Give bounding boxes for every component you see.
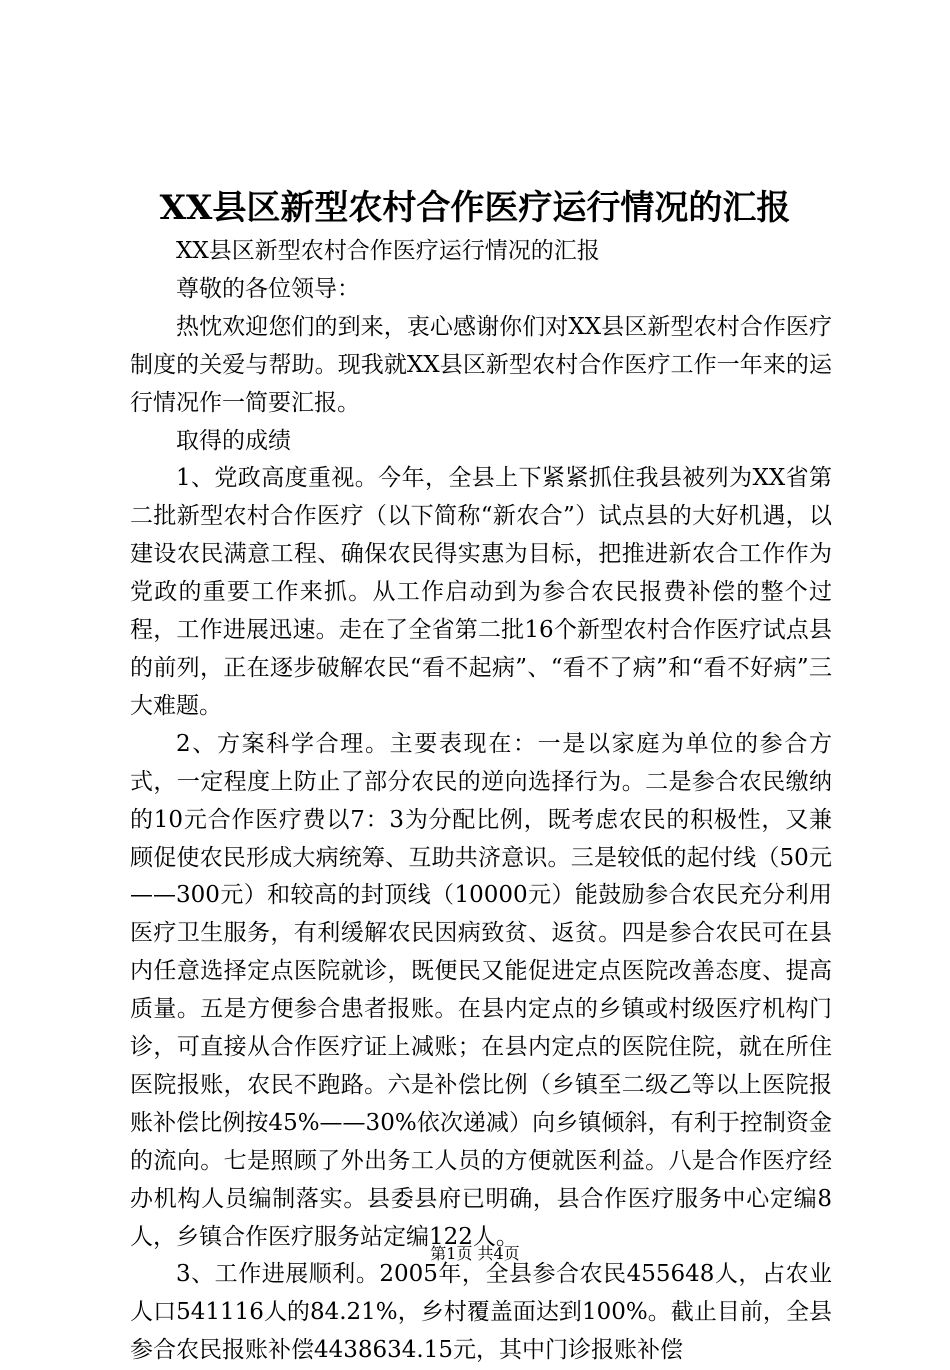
paragraph-section-heading: 取得的成绩 (176, 427, 291, 454)
document-body (130, 233, 832, 1370)
paragraph-item-1: 1、党政高度重视。今年，全县上下紧紧抓住我县被列为XX省第二批新型农村合作医疗（以下简称“新农合”）试点县的大好机遇，以建设农民满意工程、确保农民得实惠为目标，把推进新农合工作作为党政的重要工作来抓。从工作启动到为参合农民报费补偿的整个过程，工作进展迅速。走在了全省第二批16个新型农村合作医疗试点县的前列，正在逐步破解农民“看不起病”、“看不了病”和“看不好病”三大难题。 (130, 465, 832, 719)
paragraph-salutation: 尊敬的各位领导： (176, 275, 360, 302)
paragraph-welcome: 热忱欢迎您们的到来，衷心感谢你们对XX县区新型农村合作医疗制度的关爱与帮助。现我就XX县区新型农村合作医疗工作一年来的运行情况作一简要汇报。 (130, 313, 832, 416)
page-footer: 第1页 共4页 (430, 1244, 520, 1263)
document-title: XX县区新型农村合作医疗运行情况的汇报 (159, 188, 791, 228)
paragraph-item-3: 3、工作进展顺利。2005年，全县参合农民455648人，占农业人口541116人的84.21%，乡村覆盖面达到100%。截止目前，全县参合农民报账补偿4438634.15元，其中门诊报账补偿 (130, 1261, 832, 1364)
paragraph-item-2: 2、方案科学合理。主要表现在：一是以家庭为单位的参合方式，一定程度上防止了部分农民的逆向选择行为。二是参合农民缴纳的10元合作医疗费以7：3为分配比例，既考虑农民的积极性，又兼顾促使农民形成大病统筹、互助共济意识。三是较低的起付线（50元——300元）和较高的封顶线（10000元）能鼓励参合农民充分利用医疗卫生服务，有利缓解农民因病致贫、返贫。四是参合农民可在县内任意选择定点医院就诊，既便民又能促进定点医院改善态度、提高质量。五是方便参合患者报账。在县内定点的乡镇或村级医疗机构门诊，可直接从合作医疗证上减账；在县内定点的医院住院，就在所住医院报账，农民不跑路。六是补偿比例（乡镇至二级乙等以上医院报账补偿比例按45%——30%依次递减）向乡镇倾斜，有利于控制资金的流向。七是照顾了外出务工人员的方便就医利益。八是合作医疗经办机构人员编制落实。县委县府已明确，县合作医疗服务中心定编8人，乡镇合作医疗服务站定编122人。 (130, 730, 832, 1250)
paragraph-subtitle: XX县区新型农村合作医疗运行情况的汇报 (176, 238, 600, 264)
